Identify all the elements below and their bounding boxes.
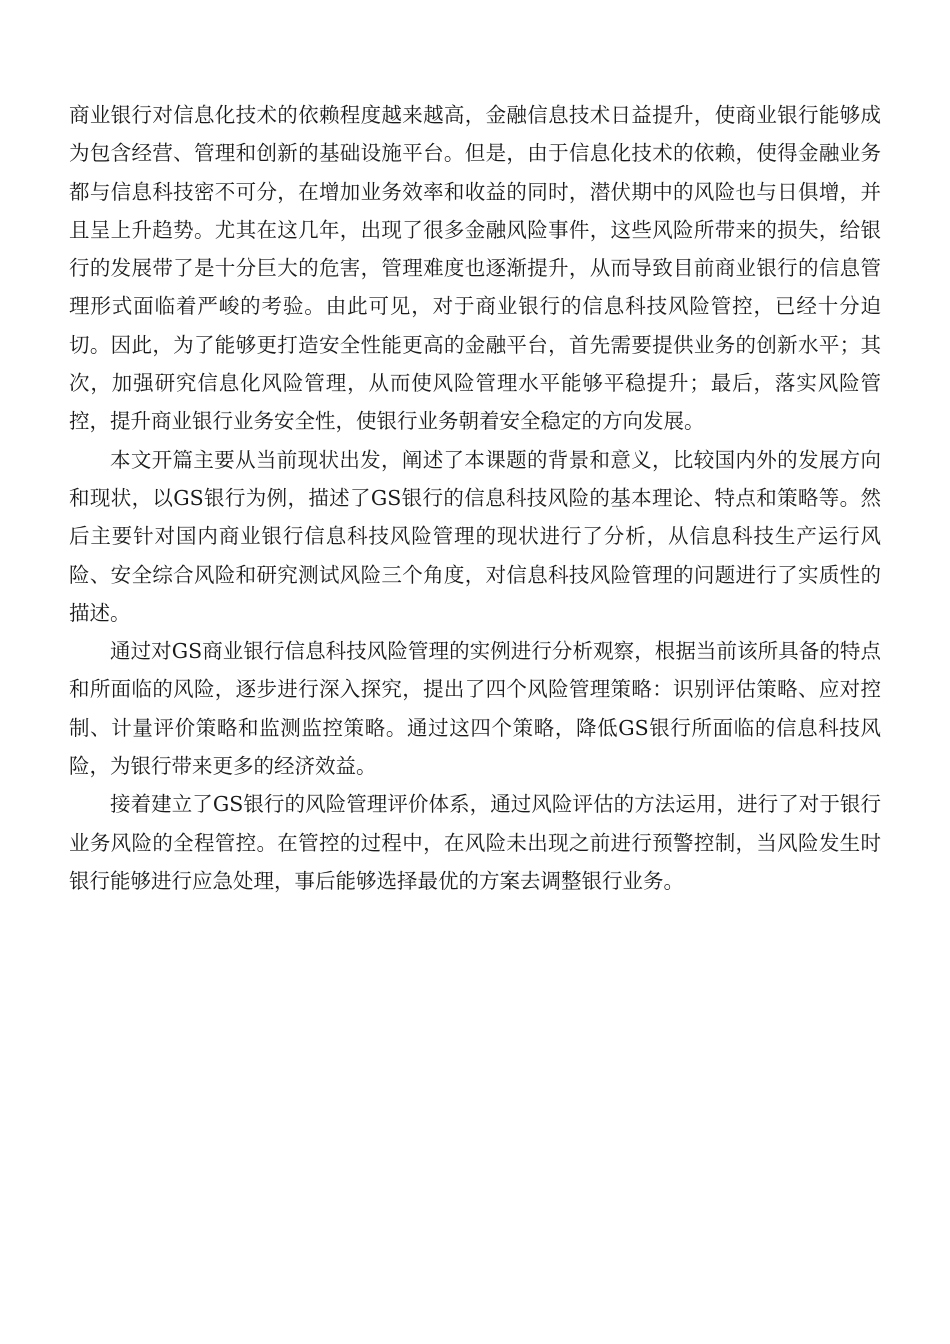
document-page (69, 96, 881, 900)
paragraph-evaluation: 接着建立了GS银行的风险管理评价体系，通过风险评估的方法运用，进行了对于银行业务风险的全程管控。在管控的过程中，在风险未出现之前进行预警控制，当风险发生时银行能够进行应急处理，事后能够选择最优的方案去调整银行业务。 (69, 792, 881, 893)
paragraph-intro: 商业银行对信息化技术的依赖程度越来越高，金融信息技术日益提升，使商业银行能够成为包含经营、管理和创新的基础设施平台。但是，由于信息化技术的依赖，使得金融业务都与信息科技密不可分，在增加业务效率和收益的同时，潜伏期中的风险也与日俱增，并且呈上升趋势。尤其在这几年，出现了很多金融风险事件，这些风险所带来的损失，给银行的发展带了是十分巨大的危害，管理难度也逐渐提升，从而导致目前商业银行的信息管理形式面临着严峻的考验。由此可见，对于商业银行的信息科技风险管控，已经十分迫切。因此，为了能够更打造安全性能更高的金融平台，首先需要提供业务的创新水平；其次，加强研究信息化风险管理，从而使风险管理水平能够平稳提升；最后，落实风险管控，提升商业银行业务安全性，使银行业务朝着安全稳定的方向发展。 (69, 103, 881, 434)
paragraph-overview: 本文开篇主要从当前现状出发，阐述了本课题的背景和意义，比较国内外的发展方向和现状，以GS银行为例，描述了GS银行的信息科技风险的基本理论、特点和策略等。然后主要针对国内商业银行信息科技风险管理的现状进行了分析，从信息科技生产运行风险、安全综合风险和研究测试风险三个角度，对信息科技风险管理的问题进行了实质性的描述。 (69, 447, 881, 625)
paragraph-strategies: 通过对GS商业银行信息科技风险管理的实例进行分析观察，根据当前该所具备的特点和所面临的风险，逐步进行深入探究，提出了四个风险管理策略：识别评估策略、应对控制、计量评价策略和监测监控策略。通过这四个策略，降低GS银行所面临的信息科技风险，为银行带来更多的经济效益。 (69, 639, 881, 779)
